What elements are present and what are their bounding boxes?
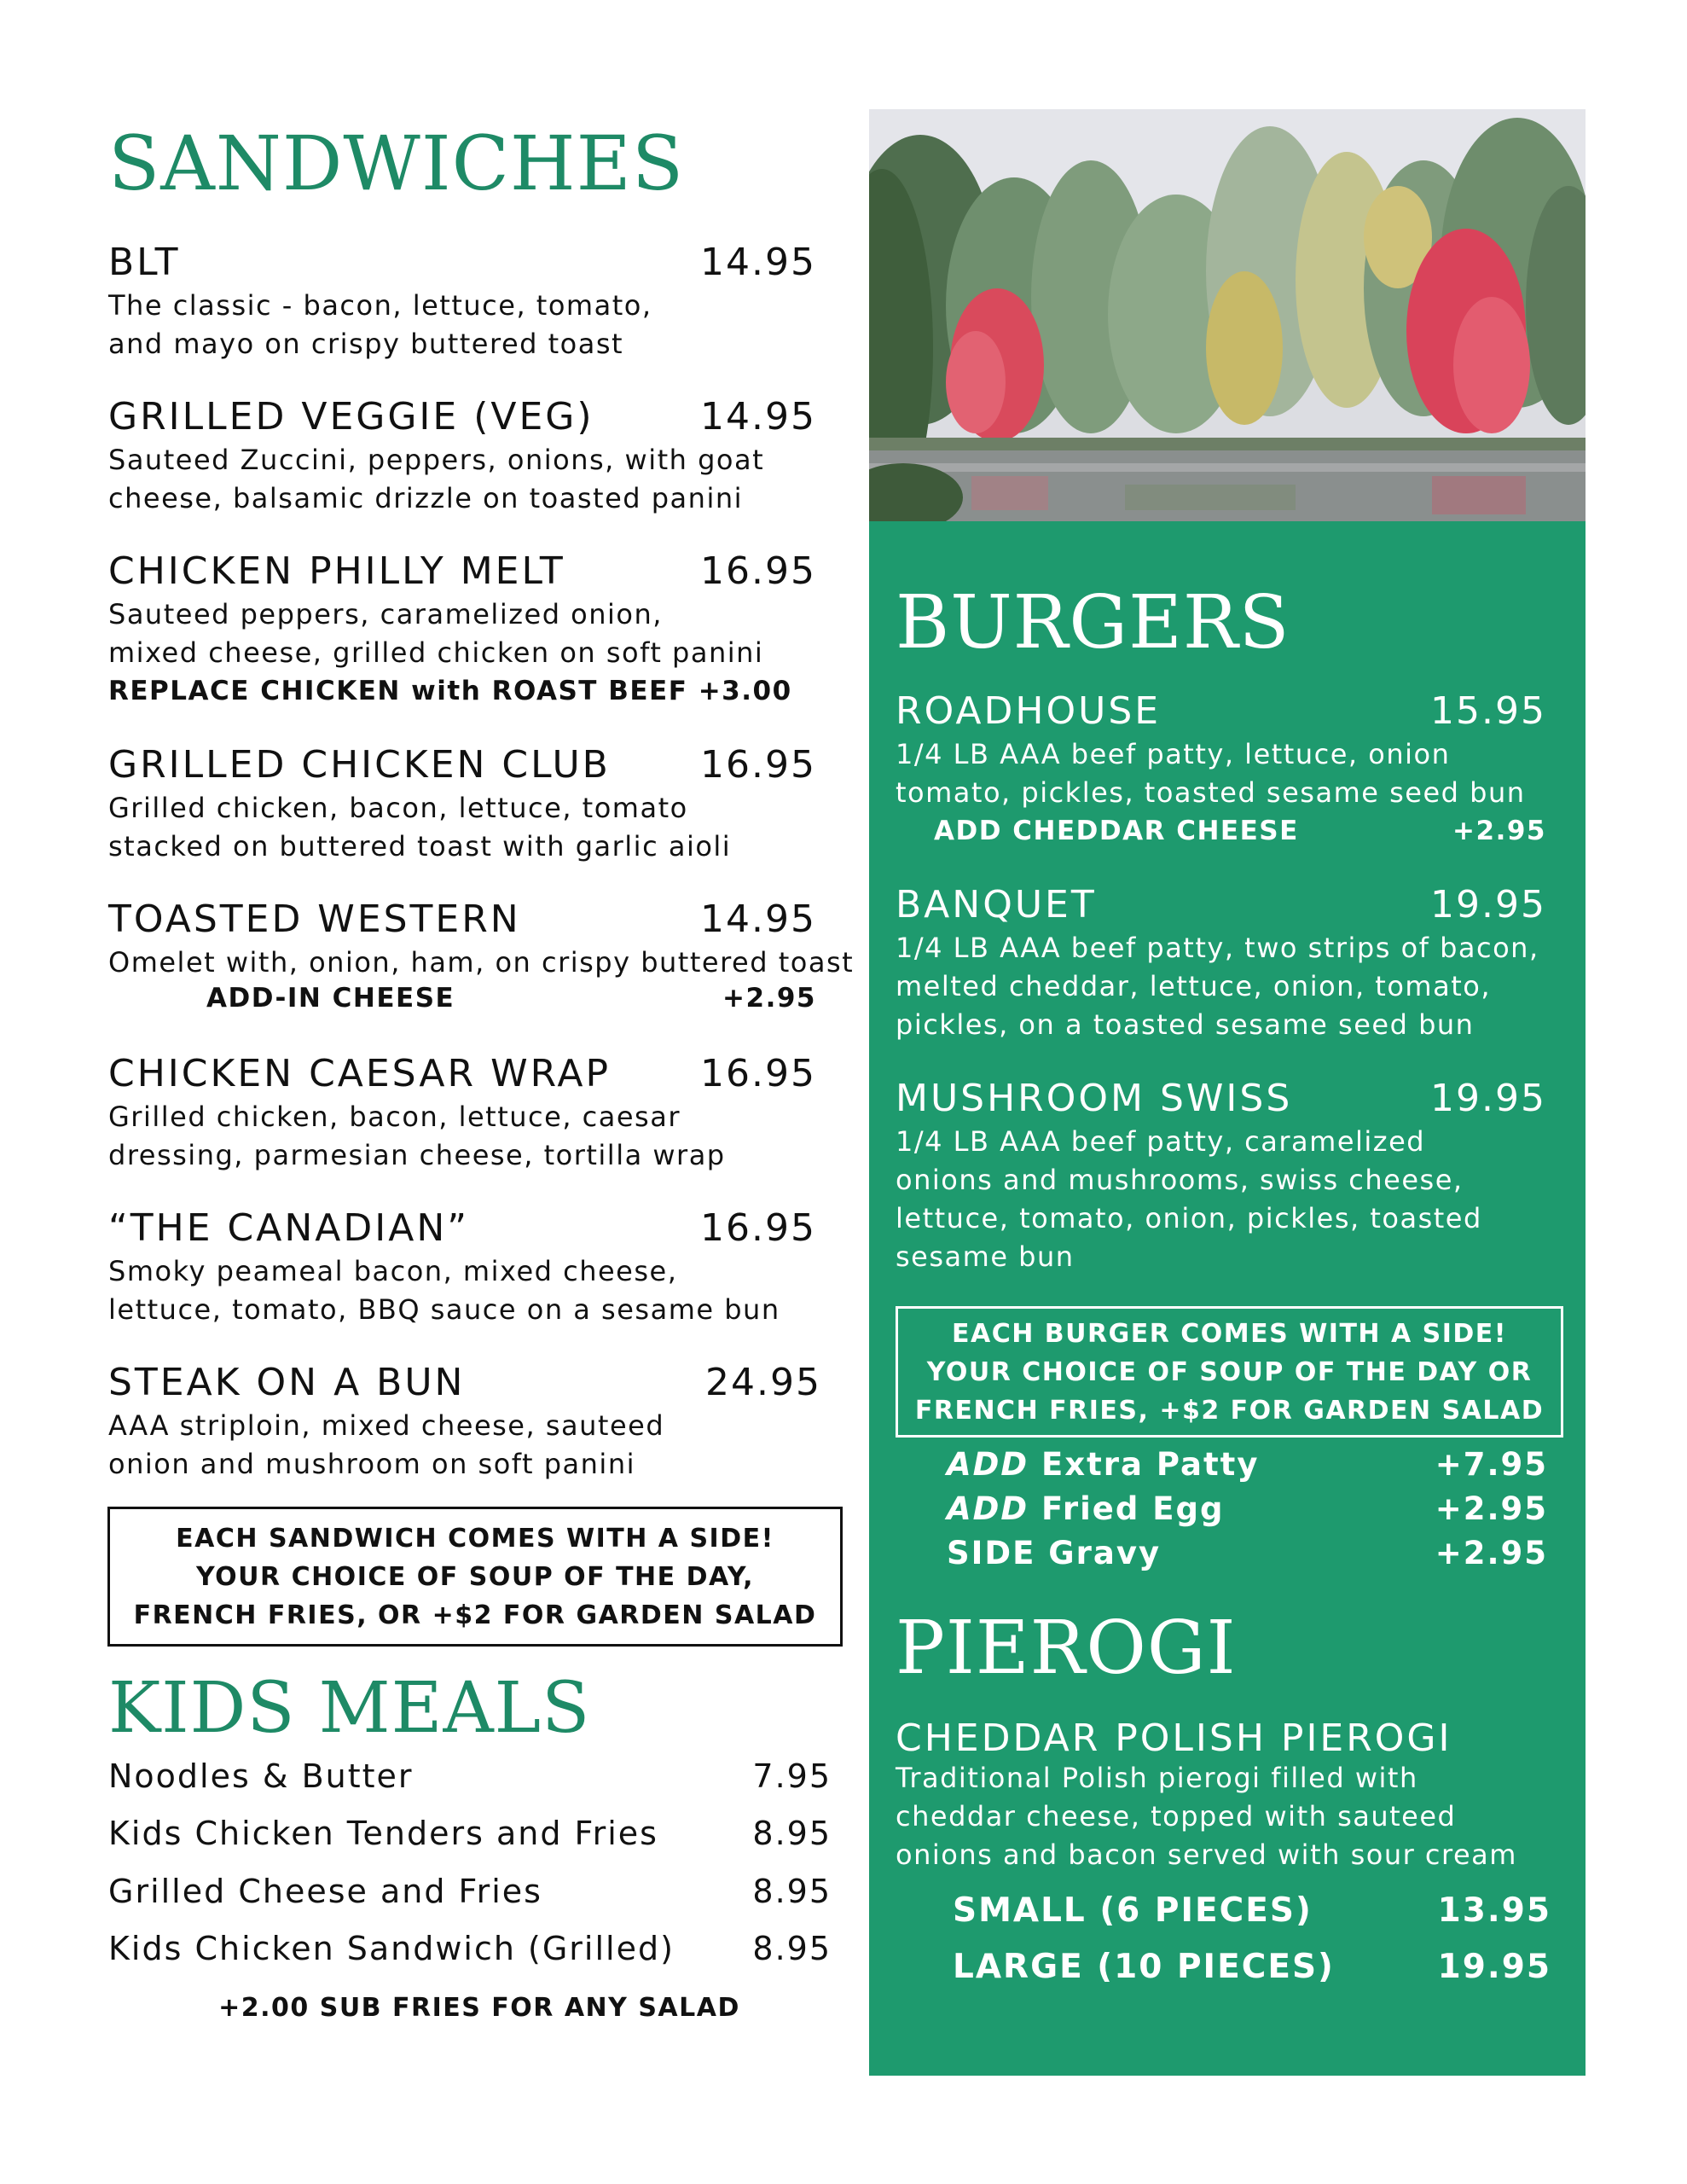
item-name: BANQUET: [896, 883, 1097, 926]
item-description: [896, 929, 1539, 1044]
item-price: 16.95: [700, 1206, 816, 1250]
addon-label: [947, 1490, 1225, 1527]
desc-line: Grilled chicken, bacon, lettuce, caesar: [108, 1101, 681, 1133]
kids-item-name: Grilled Cheese and Fries: [108, 1873, 542, 1910]
pierogi-heading: PIEROGI: [896, 1606, 1237, 1691]
sandwiches-heading: SANDWICHES: [108, 119, 685, 207]
desc-line: onions and bacon served with sour cream: [896, 1838, 1517, 1871]
item-description: [108, 1407, 664, 1484]
desc-line: 1/4 LB AAA beef patty, caramelized: [896, 1125, 1426, 1158]
item-name: “THE CANADIAN”: [108, 1206, 470, 1250]
kids-item-price: 7.95: [752, 1757, 832, 1795]
desc-line: tomato, pickles, toasted sesame seed bun: [896, 776, 1526, 809]
desc-line: melted cheddar, lettuce, onion, tomato,: [896, 970, 1491, 1002]
item-description: [108, 441, 764, 518]
addon-prefix: ADD: [947, 1446, 1029, 1483]
item-name: MUSHROOM SWISS: [896, 1077, 1293, 1120]
item-description: [108, 789, 731, 866]
lake-forest-photo: [869, 109, 1586, 523]
kids-item-name: Kids Chicken Sandwich (Grilled): [108, 1930, 675, 1967]
note-line: FRENCH FRIES, OR +$2 FOR GARDEN SALAD: [133, 1600, 817, 1630]
desc-line: lettuce, tomato, onion, pickles, toasted: [896, 1202, 1482, 1234]
desc-line: onions and mushrooms, swiss cheese,: [896, 1164, 1464, 1196]
desc-line: Smoky peameal bacon, mixed cheese,: [108, 1255, 678, 1287]
burger-side-note: [896, 1306, 1563, 1438]
item-name: CHICKEN PHILLY MELT: [108, 549, 565, 593]
kids-item-name: Noodles & Butter: [108, 1757, 414, 1795]
addon-text: Extra Patty: [1041, 1446, 1260, 1483]
desc-line: Grilled chicken, bacon, lettuce, tomato: [108, 792, 688, 824]
item-name: GRILLED VEGGIE (VEG): [108, 395, 594, 439]
note-line: EACH BURGER COMES WITH A SIDE!: [952, 1318, 1507, 1349]
item-name: GRILLED CHICKEN CLUB: [108, 743, 611, 787]
kids-sub-note: +2.00 SUB FRIES FOR ANY SALAD: [218, 1993, 740, 2023]
item-description: [108, 1252, 780, 1329]
note-line: EACH SANDWICH COMES WITH A SIDE!: [176, 1523, 774, 1554]
item-price: 14.95: [700, 241, 816, 284]
addon-label: SIDE Gravy: [947, 1535, 1162, 1571]
addon-price: +2.95: [722, 983, 816, 1014]
item-price: 15.95: [1430, 689, 1546, 733]
item-price: 16.95: [700, 549, 816, 593]
desc-line: AAA striploin, mixed cheese, sauteed: [108, 1409, 665, 1442]
note-line: YOUR CHOICE OF SOUP OF THE DAY,: [196, 1561, 754, 1592]
addon-price: +2.95: [1435, 1535, 1548, 1571]
desc-line: 1/4 LB AAA beef patty, lettuce, onion: [896, 738, 1451, 770]
addon-price: +2.95: [1435, 1490, 1548, 1527]
kids-item-price: 8.95: [752, 1873, 832, 1910]
item-name: TOASTED WESTERN: [108, 897, 521, 941]
desc-line: lettuce, tomato, BBQ sauce on a sesame bun: [108, 1293, 780, 1326]
desc-line: 1/4 LB AAA beef patty, two strips of bacon,: [896, 932, 1539, 964]
item-price: 14.95: [700, 897, 816, 941]
burgers-heading: BURGERS: [896, 580, 1290, 665]
desc-line: and mayo on crispy buttered toast: [108, 328, 624, 360]
desc-line: pickles, on a toasted sesame seed bun: [896, 1008, 1475, 1041]
addon-label: [947, 1446, 1259, 1483]
note-line: FRENCH FRIES, +$2 FOR GARDEN SALAD: [914, 1395, 1545, 1426]
addon-label: ADD CHEDDAR CHEESE: [934, 816, 1299, 846]
item-price: 14.95: [700, 395, 816, 439]
desc-line: cheese, balsamic drizzle on toasted panini: [108, 482, 743, 514]
kids-item-price: 8.95: [752, 1930, 832, 1967]
desc-line: onion and mushroom on soft panini: [108, 1448, 635, 1480]
addon-price: +2.95: [1452, 816, 1546, 846]
desc-line: cheddar cheese, topped with sauteed: [896, 1800, 1457, 1833]
item-price: 24.95: [705, 1361, 821, 1404]
kids-item-name: Kids Chicken Tenders and Fries: [108, 1815, 658, 1852]
kids-meals-heading: KIDS MEALS: [108, 1668, 591, 1749]
desc-line: The classic - bacon, lettuce, tomato,: [108, 289, 652, 322]
addon-label: ADD-IN CHEESE: [206, 983, 455, 1014]
item-price: 16.95: [700, 1052, 816, 1095]
addon-price: +7.95: [1435, 1446, 1548, 1483]
item-price: 16.95: [700, 743, 816, 787]
note-line: YOUR CHOICE OF SOUP OF THE DAY OR: [926, 1356, 1533, 1387]
desc-line: dressing, parmesian cheese, tortilla wrap: [108, 1139, 726, 1171]
item-description: [108, 595, 792, 711]
size-label: LARGE (10 PIECES): [953, 1948, 1335, 1986]
item-price: 19.95: [1430, 883, 1546, 926]
replace-option: REPLACE CHICKEN with ROAST BEEF +3.00: [108, 676, 792, 706]
addon-text: Fried Egg: [1041, 1490, 1225, 1527]
size-price: 19.95: [1437, 1948, 1551, 1986]
item-name: BLT: [108, 241, 181, 284]
desc-line: Sauteed peppers, caramelized onion,: [108, 598, 663, 630]
size-label: SMALL (6 PIECES): [953, 1891, 1313, 1930]
desc-line: sesame bun: [896, 1240, 1075, 1273]
item-name: CHEDDAR POLISH PIEROGI: [896, 1716, 1452, 1760]
sandwich-side-note: [107, 1507, 843, 1647]
item-description: [108, 944, 854, 982]
item-description: [896, 1123, 1482, 1276]
desc-line: stacked on buttered toast with garlic aioli: [108, 830, 732, 863]
item-name: ROADHOUSE: [896, 689, 1162, 733]
desc-line: Omelet with, onion, ham, on crispy buttered toast: [108, 946, 855, 979]
item-name: STEAK ON A BUN: [108, 1361, 466, 1404]
size-price: 13.95: [1437, 1891, 1551, 1930]
item-description: [108, 287, 652, 363]
item-price: 19.95: [1430, 1077, 1546, 1120]
desc-line: Traditional Polish pierogi filled with: [896, 1762, 1418, 1794]
item-description: [896, 1759, 1517, 1874]
addon-prefix: ADD: [947, 1490, 1029, 1527]
item-name: CHICKEN CAESAR WRAP: [108, 1052, 612, 1095]
item-description: [108, 1098, 726, 1175]
kids-item-price: 8.95: [752, 1815, 832, 1852]
desc-line: mixed cheese, grilled chicken on soft panini: [108, 636, 764, 669]
desc-line: Sauteed Zuccini, peppers, onions, with goat: [108, 444, 765, 476]
item-description: [896, 735, 1526, 812]
